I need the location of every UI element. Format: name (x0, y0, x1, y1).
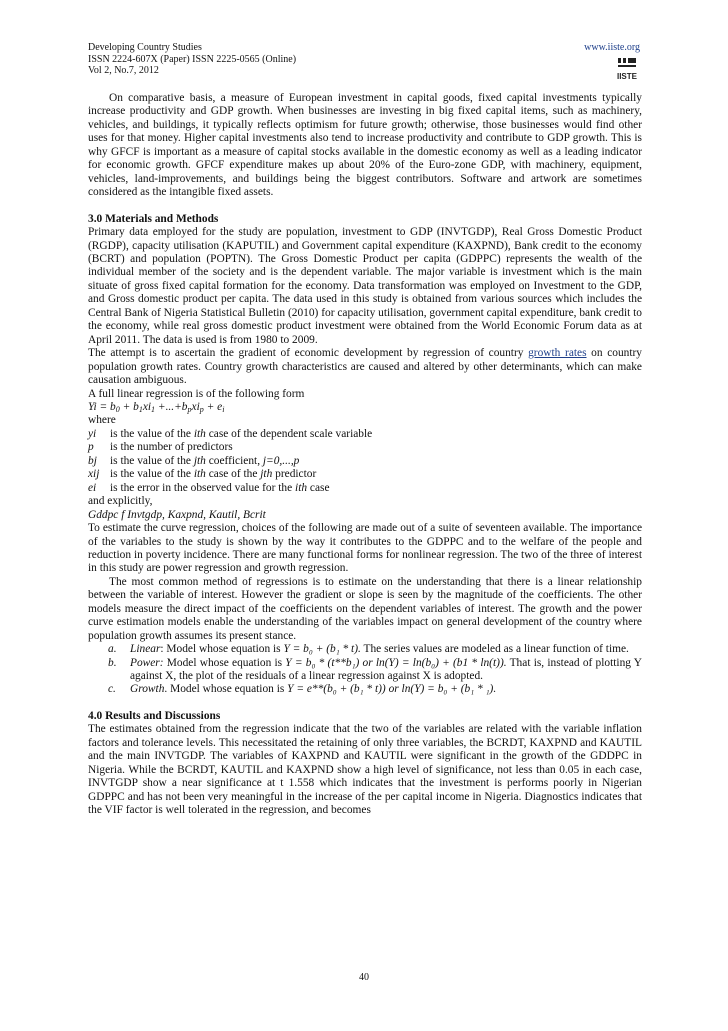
paragraph-common-method: The most common method of regressions is to estimate on the understanding that there is a linear relationship between the variable of interest. However the gradient or slope is seen by the magnitude of the coefficients. The other models measure the direct impact of the coefficients on the dependent variables of interest. The growth and the power curve estimation models enable the understanding of the variables impact on general development of the country where population growth assumes its present stance. (88, 575, 642, 642)
growth-rates-link[interactable]: growth rates (528, 347, 587, 360)
iiste-logo-icon (616, 56, 638, 82)
list-item-growth: c. Growth. Model whose equation is Y = e**(b₀ + (b₁ * t)) or ln(Y) = b₀ + (b₁ * ₁). (108, 683, 497, 696)
gddpc-function: Gddpc f Invtgdp, Kaxpnd, Kautil, Bcrit (88, 508, 266, 521)
paragraph-attempt: The attempt is to ascertain the gradient of economic development by regression of country growth rates on country population growth rates. Country growth characteristics are caused and altered by other determinants, which can make causation ambiguous. (88, 347, 642, 387)
journal-url-link[interactable]: www.iiste.org (584, 42, 640, 53)
explicitly-label: and explicitly, (88, 495, 153, 508)
section-heading-results: 4.0 Results and Discussions (88, 709, 221, 722)
list-item-power: b. Power: Model whose equation is Y = b₀ * (t**b₁) or ln(Y) = ln(b₀) + (b1 * ln(t)). That is, instead of plotting Y against X, the plot of the residuals of a linear regression against X is adopted. (108, 656, 643, 683)
journal-issn: ISSN 2224-607X (Paper) ISSN 2225-0565 (Online) (88, 53, 297, 65)
definition-row: yi is the value of the ith case of the dependent scale variable (88, 427, 373, 440)
paragraph-data: Primary data employed for the study are population, investment to GDP (INVTGDP), Real Gross Domestic Product (RGDP), capacity utilisation (KAPUTIL) and Government capital expenditure (KAXPND), Bank credit to the economy (BCRT) and population (POPTN). The Gross Domestic Product per capita (GDPPC) represents the wealth of the individual member of the society and is the dependent variable. The major variable is investment which is the main situate of gross fixed capital formation for the economy. Data transformation was employed on Investment to the GDP, and Gross domestic product per capita. The data used in this study is obtained from various sources which includes the Central Bank of Nigeria Statistical Bulletin (2010) for capacity utilisation, government capital expenditure, bank credit to the economy, while real gross domestic product investment were obtained from the World Economic Forum data as at April 2011. The data is used is from 1980 to 2009. (88, 226, 642, 346)
definition-row: ei is the error in the observed value for the ith case (88, 481, 330, 494)
where-label: where (88, 414, 116, 427)
paragraph-results: The estimates obtained from the regression indicate that the two of the variables are related with the variable inflation factors and tolerance levels. This necessitated the retaining of only three variables, the BCRDT, KAXPND and KAUTIL and the main INVTGDP. The variables of KAXPND and KAUTIL were significant in the growth of the GDDPC in Nigeria. While the BCRDT, KAUTIL and KAXPND show a high level of significance, not less than 0.05 in each case, INVTGDP show a near significance at t 1.558 which indicates that the investment is performs poorly in Nigerian GDPPC and has not been very meaningful in the increase of the per capital income in Nigeria. Diagnostics indicates that the VIF factor is well tolerated in the regression, and becomes (88, 723, 642, 817)
paragraph-regression-form: A full linear regression is of the following form (88, 387, 305, 400)
page-number: 40 (359, 972, 369, 983)
journal-volume: Vol 2, No.7, 2012 (88, 65, 159, 76)
definition-row: xij is the value of the ith case of the jth predictor (88, 468, 317, 481)
definition-row: p is the number of predictors (88, 441, 233, 454)
journal-header (88, 42, 296, 77)
logo-text: IISTE (616, 72, 638, 81)
section-heading-methods: 3.0 Materials and Methods (88, 212, 219, 225)
paragraph-curve-regression: To estimate the curve regression, choices of the following are made out of a suite of seventeen available. The importance of the variables to the study is shown by the way it contributes to the GDPPC and to the welfare of the people and reduction in poverty incidence. There are many functional forms for nonlinear regression. The two of the three of interest in this study are power regression and growth regression. (88, 522, 642, 575)
article-body (88, 92, 642, 818)
definition-row: bj is the value of the jth coefficient, j=0,...,p (88, 454, 300, 467)
journal-name: Developing Country Studies (88, 42, 202, 53)
paragraph-gfcf: On comparative basis, a measure of European investment in capital goods, fixed capital investments typically increase productivity and GDP growth. When businesses are investing in big fixed capital items, such as machinery, vehicles, and buildings, it typically reflects optimism for future growth; otherwise, those businesses would find other uses for that money. Higher capital investments also tend to increase productivity and contribute to GDP growth. This is why GFCF is important as a measure of capital stocks available in the domestic economy as well as a leading indicator for economic growth. GFCF expenditure makes up about 20% of the Euro-zone GDP, with machinery, equipment, vehicles, land-improvements, and buildings being the biggest contributors. Software and artwork are sometimes considered as the intangible fixed assets. (88, 92, 642, 199)
list-item-linear: a. Linear: Model whose equation is Y = b₀ + (b₁ * t). The series values are modeled as a linear function of time. (108, 643, 629, 656)
regression-equation: $Yi = b_0 + b_1xi_1 +...+b_pxi_p + e_i$ (88, 400, 225, 414)
